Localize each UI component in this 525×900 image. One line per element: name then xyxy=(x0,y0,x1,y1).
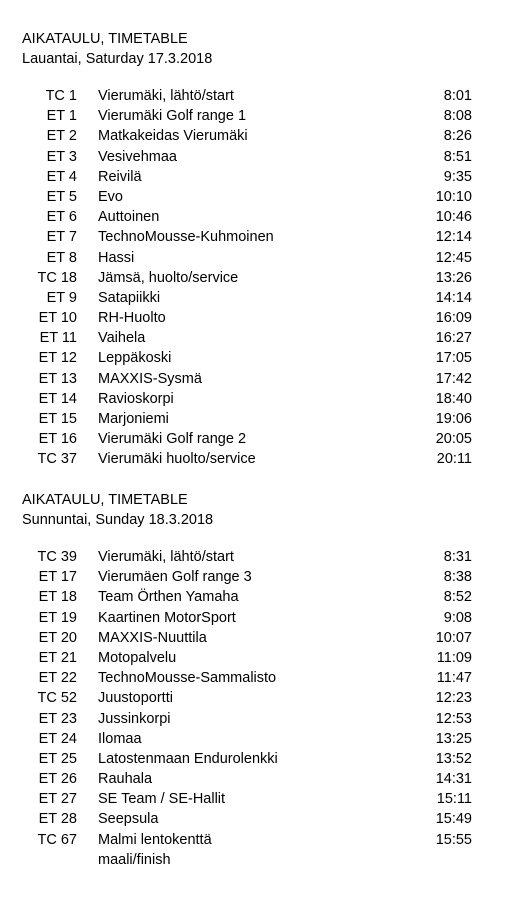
timetable-list xyxy=(0,547,525,870)
stage-code: ET 9 xyxy=(46,289,77,306)
stage-time: 8:51 xyxy=(443,148,472,165)
stage-code: ET 26 xyxy=(38,771,77,788)
timetable-row xyxy=(0,648,525,668)
stage-name-line: Vierumäki huolto/service xyxy=(98,451,256,468)
stage-code: TC 18 xyxy=(37,269,77,286)
stage-name xyxy=(98,126,398,146)
timetable-row xyxy=(0,668,525,688)
stage-name xyxy=(98,389,398,409)
stage-time: 19:06 xyxy=(435,411,472,427)
stage-code: ET 14 xyxy=(38,390,77,407)
stage-name xyxy=(98,749,398,769)
stage-time: 17:42 xyxy=(435,370,472,387)
stage-time: 14:31 xyxy=(435,771,472,788)
stage-name-line: Ilomaa xyxy=(98,730,142,747)
stage-name-line: Motopalvelu xyxy=(98,649,177,666)
stage-code: ET 13 xyxy=(38,370,77,387)
stage-name-line: Latostenmaan Endurolenkki xyxy=(98,750,278,767)
stage-name-line: MAXXIS-Sysmä xyxy=(98,370,202,387)
stage-code: ET 1 xyxy=(46,108,77,125)
timetable-row xyxy=(0,429,525,449)
stage-time: 10:46 xyxy=(435,209,472,226)
stage-code: ET 10 xyxy=(38,310,77,327)
stage-name-line: Reivilä xyxy=(98,168,142,185)
stage-name-line: RH-Huolto xyxy=(98,310,166,327)
stage-code: ET 23 xyxy=(38,710,77,727)
stage-code: ET 18 xyxy=(38,589,77,606)
stage-name xyxy=(98,547,398,567)
timetable-row xyxy=(0,227,525,247)
stage-time: 9:08 xyxy=(443,609,472,626)
stage-name-line: Kaartinen MotorSport xyxy=(98,609,236,626)
stage-name-line: TechnoMousse-Sammalisto xyxy=(98,670,277,687)
stage-time: 20:11 xyxy=(436,451,472,468)
stage-name-line: Vierumäen Golf range 3 xyxy=(98,569,252,586)
stage-time: 12:45 xyxy=(435,249,472,266)
stage-name-line: TechnoMousse-Kuhmoinen xyxy=(98,229,274,246)
stage-time: 11:09 xyxy=(436,649,472,666)
timetable-list xyxy=(0,86,525,470)
stage-time: 16:27 xyxy=(435,330,472,347)
stage-name xyxy=(98,369,398,389)
timetable-row xyxy=(0,547,525,567)
stage-name xyxy=(98,830,398,870)
section-title: AIKATAULU, TIMETABLE xyxy=(22,492,188,508)
stage-name xyxy=(98,429,398,449)
stage-code: ET 7 xyxy=(46,229,77,246)
timetable-row xyxy=(0,567,525,587)
stage-code: ET 27 xyxy=(38,791,77,808)
timetable-row xyxy=(0,749,525,769)
stage-name-line: Vierumäki Golf range 2 xyxy=(98,431,247,448)
stage-name-line: Malmi lentokenttä xyxy=(98,831,212,848)
timetable-row xyxy=(0,86,525,106)
stage-time: 8:26 xyxy=(443,128,472,145)
stage-time: 15:11 xyxy=(436,791,472,808)
stage-name-line: Vierumäki, lähtö/start xyxy=(98,88,234,104)
stage-time: 12:14 xyxy=(435,229,472,246)
stage-code: ET 12 xyxy=(38,350,77,367)
stage-code: ET 6 xyxy=(46,209,77,226)
timetable-row xyxy=(0,328,525,348)
stage-name-line: Vaihela xyxy=(98,330,146,347)
stage-name-line: Marjoniemi xyxy=(98,411,169,427)
stage-time: 8:31 xyxy=(443,549,472,565)
stage-time: 12:53 xyxy=(435,710,472,727)
stage-name xyxy=(98,769,398,789)
stage-name xyxy=(98,348,398,368)
stage-code: TC 39 xyxy=(37,549,77,565)
stage-time: 8:01 xyxy=(443,88,472,104)
timetable-row xyxy=(0,809,525,829)
stage-code: ET 20 xyxy=(38,629,77,646)
stage-code: ET 28 xyxy=(38,811,77,828)
section-date: Sunnuntai, Sunday 18.3.2018 xyxy=(22,512,214,528)
stage-time: 12:23 xyxy=(435,690,472,707)
stage-code: ET 8 xyxy=(46,249,77,266)
stage-name-line: Team Örthen Yamaha xyxy=(98,589,239,606)
stage-name xyxy=(98,809,398,829)
stage-name xyxy=(98,227,398,247)
stage-time: 11:47 xyxy=(436,670,472,687)
stage-name xyxy=(98,668,398,688)
stage-name-line: Rauhala xyxy=(98,771,153,788)
timetable-row xyxy=(0,389,525,409)
timetable-row xyxy=(0,830,525,870)
stage-time: 9:35 xyxy=(443,168,472,185)
stage-time: 8:08 xyxy=(443,108,472,125)
stage-name-line: Auttoinen xyxy=(98,209,160,226)
timetable-row xyxy=(0,106,525,126)
stage-code: TC 52 xyxy=(37,690,77,707)
stage-name xyxy=(98,409,398,429)
timetable-row xyxy=(0,126,525,146)
stage-name xyxy=(98,106,398,126)
stage-time: 16:09 xyxy=(435,310,472,327)
stage-time: 8:38 xyxy=(443,569,472,586)
stage-code: ET 3 xyxy=(46,148,77,165)
stage-name xyxy=(98,288,398,308)
section-date: Lauantai, Saturday 17.3.2018 xyxy=(22,51,213,67)
timetable-row xyxy=(0,248,525,268)
stage-name-line: Vierumäki Golf range 1 xyxy=(98,108,247,125)
stage-code: ET 11 xyxy=(39,330,77,347)
stage-name xyxy=(98,147,398,167)
stage-time: 20:05 xyxy=(435,431,472,448)
timetable-row xyxy=(0,207,525,227)
stage-code: TC 67 xyxy=(37,831,77,848)
stage-name xyxy=(98,729,398,749)
stage-code: ET 24 xyxy=(38,730,77,747)
stage-code: ET 22 xyxy=(38,670,77,687)
timetable-row xyxy=(0,769,525,789)
stage-time: 15:49 xyxy=(435,811,472,828)
stage-name xyxy=(98,308,398,328)
stage-name-line: Jussinkorpi xyxy=(98,710,171,727)
stage-name-line: maali/finish xyxy=(98,851,171,868)
stage-name xyxy=(98,449,398,469)
stage-name-line: Jämsä, huolto/service xyxy=(98,269,239,286)
stage-code: ET 4 xyxy=(46,168,77,185)
stage-name xyxy=(98,187,398,207)
stage-name xyxy=(98,567,398,587)
stage-code: TC 37 xyxy=(37,451,77,468)
timetable-row xyxy=(0,628,525,648)
stage-code: ET 21 xyxy=(38,649,77,666)
stage-time: 10:07 xyxy=(435,629,472,646)
stage-name xyxy=(98,86,398,106)
timetable-row xyxy=(0,308,525,328)
stage-name xyxy=(98,248,398,268)
stage-name-line: Vierumäki, lähtö/start xyxy=(98,549,234,565)
stage-time: 13:25 xyxy=(435,730,472,747)
timetable-row xyxy=(0,729,525,749)
timetable-row xyxy=(0,288,525,308)
stage-name xyxy=(98,709,398,729)
stage-name xyxy=(98,648,398,668)
stage-code: ET 19 xyxy=(38,609,77,626)
stage-name-line: MAXXIS-Nuuttila xyxy=(98,629,207,646)
stage-name xyxy=(98,608,398,628)
stage-code: ET 15 xyxy=(38,411,77,427)
section-title: AIKATAULU, TIMETABLE xyxy=(22,31,188,47)
stage-name xyxy=(98,789,398,809)
stage-name-line: Matkakeidas Vierumäki xyxy=(98,128,248,145)
stage-time: 8:52 xyxy=(443,589,472,606)
stage-name xyxy=(98,167,398,187)
timetable-row xyxy=(0,449,525,469)
stage-code: ET 25 xyxy=(38,750,77,767)
timetable-row xyxy=(0,789,525,809)
stage-name-line: Ravioskorpi xyxy=(98,390,174,407)
timetable-row xyxy=(0,369,525,389)
stage-time: 17:05 xyxy=(435,350,472,367)
stage-time: 13:52 xyxy=(435,750,472,767)
timetable-row xyxy=(0,587,525,607)
stage-time: 13:26 xyxy=(435,269,472,286)
stage-code: ET 17 xyxy=(38,569,77,586)
stage-name xyxy=(98,628,398,648)
stage-code: ET 5 xyxy=(46,188,77,205)
stage-name-line: Seepsula xyxy=(98,811,159,828)
stage-name xyxy=(98,207,398,227)
stage-name xyxy=(98,587,398,607)
stage-name-line: Evo xyxy=(98,188,123,205)
stage-name-line: SE Team / SE-Hallit xyxy=(98,791,226,808)
stage-name xyxy=(98,688,398,708)
stage-name-line: Hassi xyxy=(98,249,135,266)
stage-code: ET 16 xyxy=(38,431,77,448)
timetable-row xyxy=(0,187,525,207)
stage-name-line: Vesivehmaa xyxy=(98,148,177,165)
stage-time: 15:55 xyxy=(435,831,472,848)
timetable-row xyxy=(0,268,525,288)
stage-time: 18:40 xyxy=(435,390,472,407)
stage-time: 14:14 xyxy=(435,289,472,306)
stage-code: TC 1 xyxy=(45,88,77,104)
timetable-row xyxy=(0,709,525,729)
stage-time: 10:10 xyxy=(435,188,472,205)
timetable-row xyxy=(0,348,525,368)
stage-name-line: Satapiikki xyxy=(98,289,161,306)
timetable-row xyxy=(0,147,525,167)
timetable-row xyxy=(0,409,525,429)
timetable-row xyxy=(0,688,525,708)
stage-name xyxy=(98,268,398,288)
stage-name xyxy=(98,328,398,348)
stage-code: ET 2 xyxy=(46,128,77,145)
timetable-row xyxy=(0,167,525,187)
stage-name-line: Juustoportti xyxy=(98,690,173,707)
stage-name-line: Leppäkoski xyxy=(98,350,172,367)
timetable-row xyxy=(0,608,525,628)
